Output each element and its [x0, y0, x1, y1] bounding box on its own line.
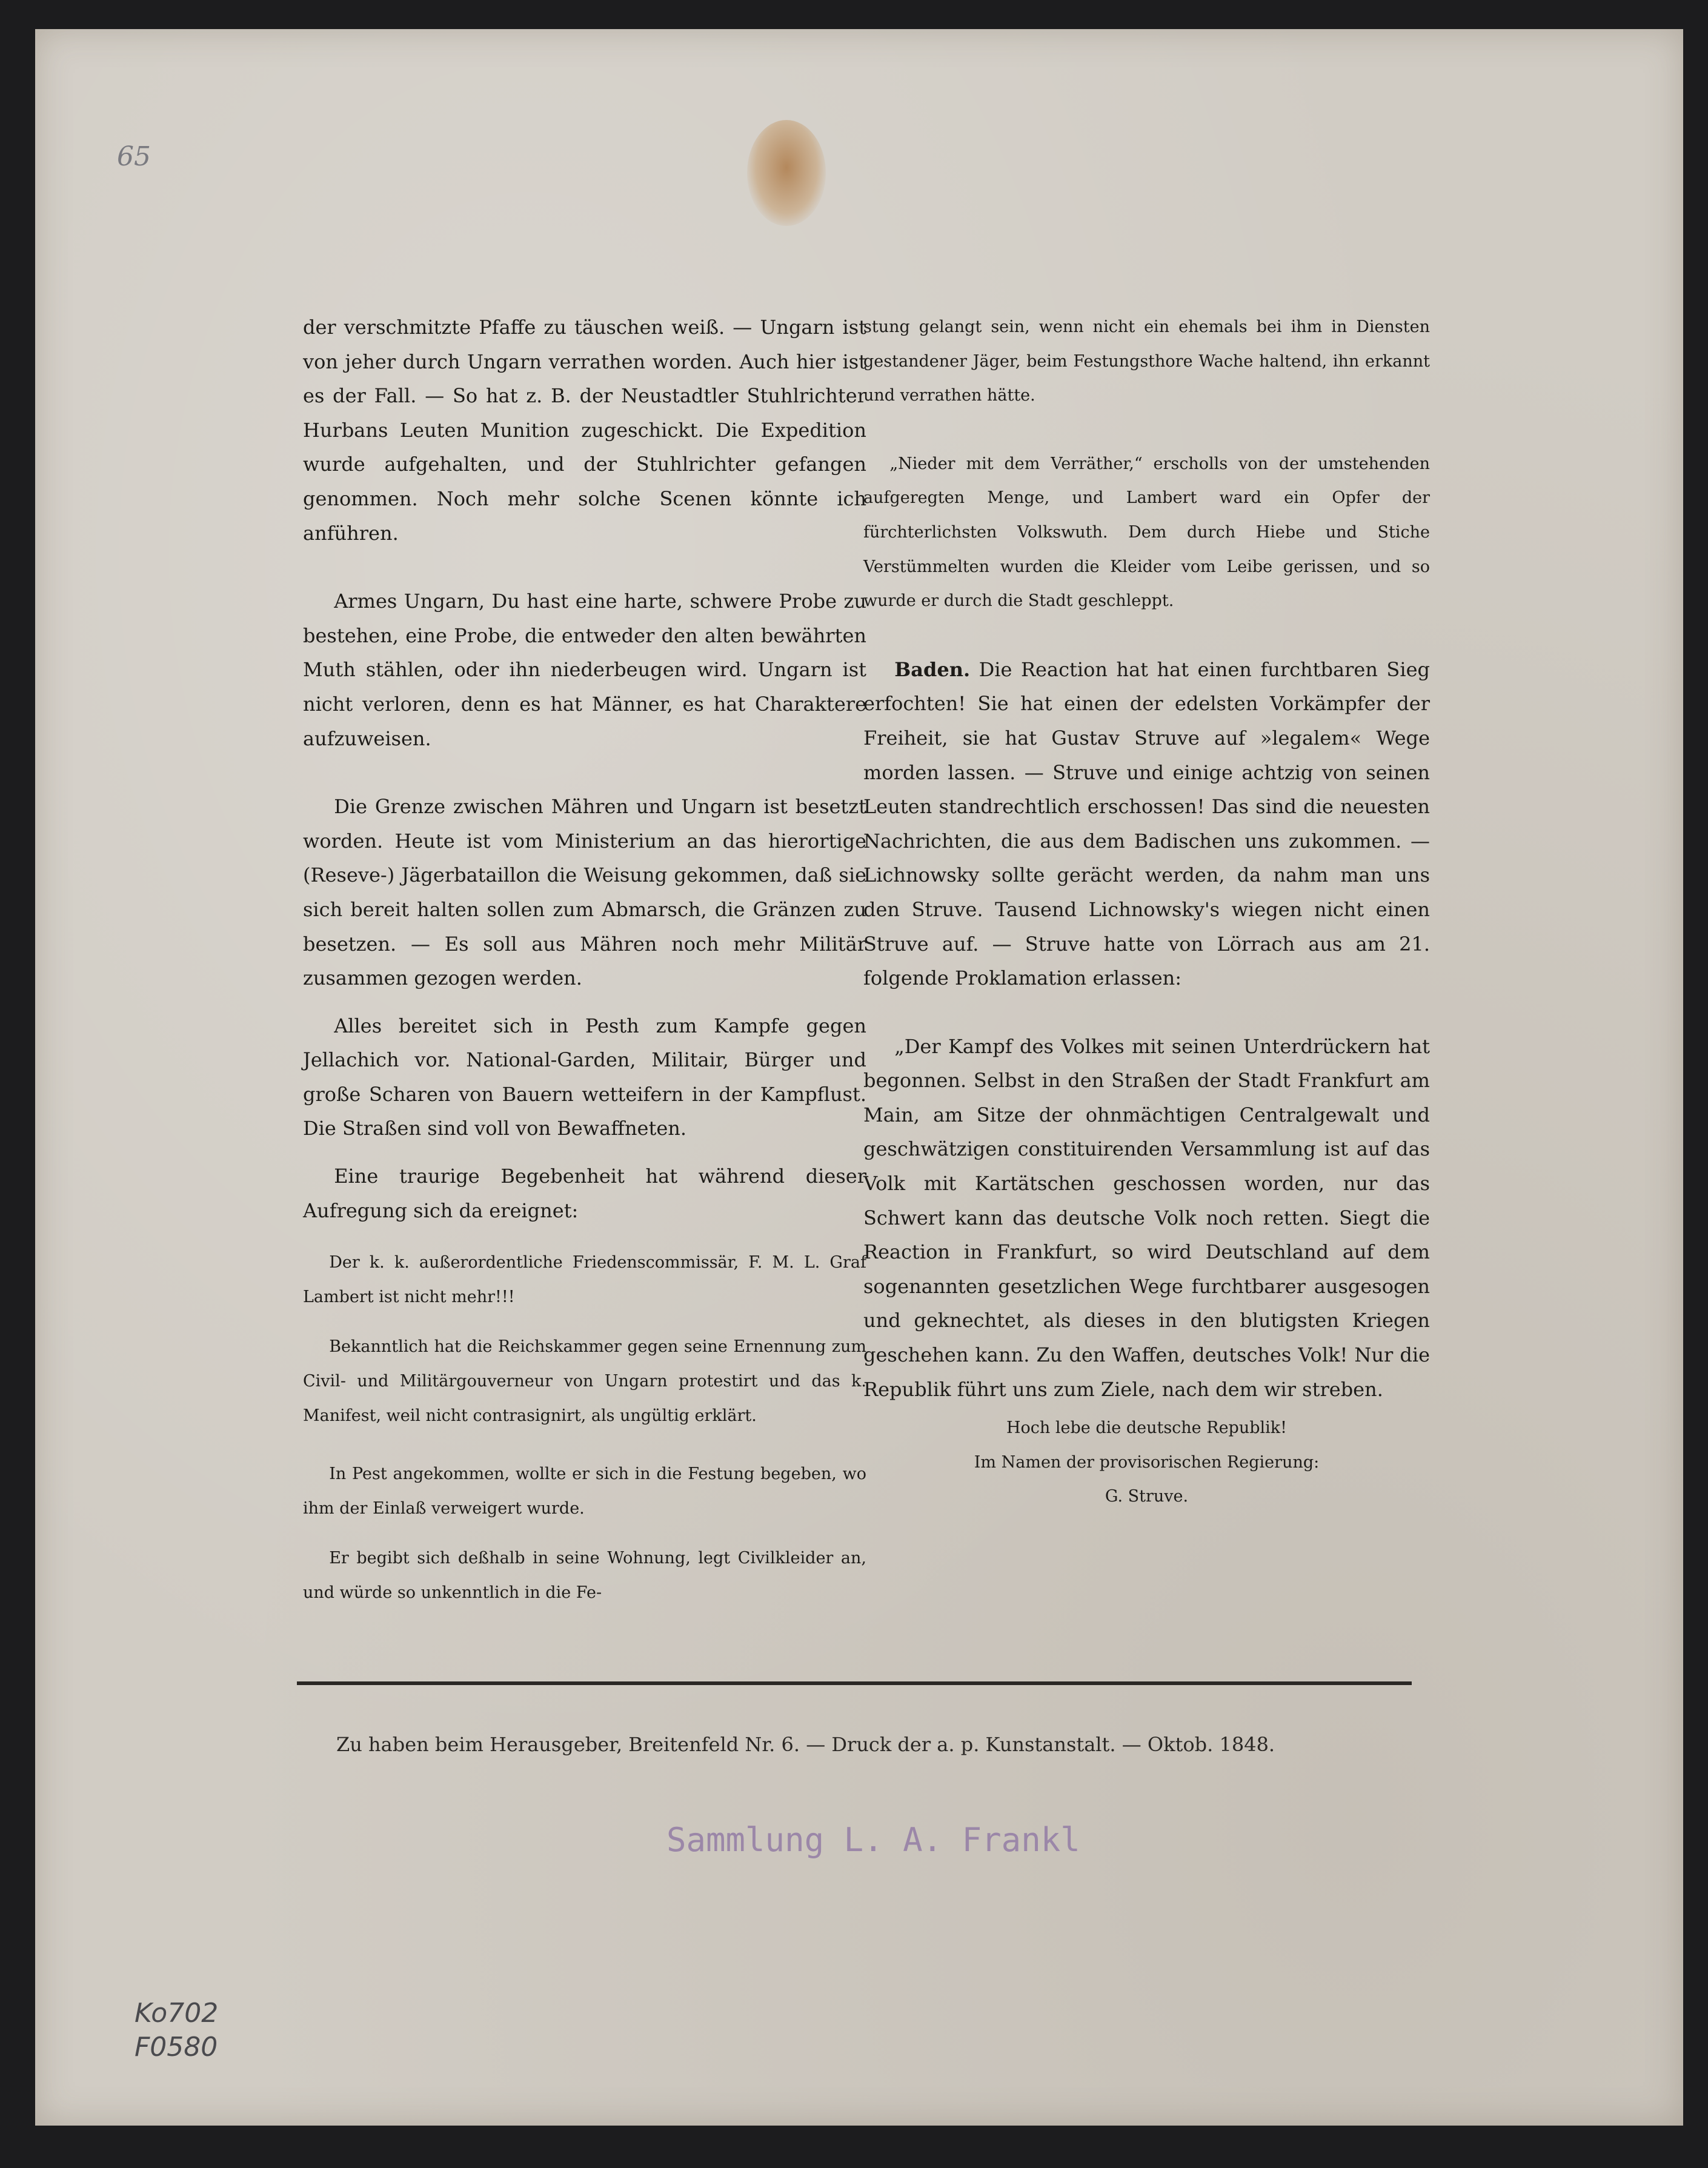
paragraph: Bekanntlich hat die Reichskammer gegen seine Ernennung zum Civil- und Militärgouverneur von Ungarn protestirt und das k. Manifest, weil nicht contrasignirt, als ungültig erklärt.: [303, 1337, 866, 1425]
paragraph-text: Die Reaction hat hat einen furchtbaren Sieg erfochten! Sie hat einen der edelsten Vorkämpfer der Freiheit, sie hat Gustav Struve auf »legalem« Wege morden lassen. — Struve und einige achtzig von seinen Leuten standrechtlich erschossen! Das sind die neuesten Nachrichten, die aus dem Badischen uns zukommen. — Lichnowsky sollte gerächt werden, da nahm man uns den Struve. Tausend Lichnowsky's wiegen nicht einen Struve auf. — Struve hatte von Lörrach aus am 21. folgende Proklamation erlassen:: [863, 657, 1431, 990]
archive-reference: [135, 1997, 218, 2064]
paragraph: Eine traurige Begebenheit hat während dieser Aufregung sich da ereignet:: [303, 1165, 866, 1222]
section-heading: Baden.: [894, 657, 971, 681]
proclamation-signature: G. Struve.: [1105, 1487, 1189, 1506]
archive-ref-line: Ko702: [135, 1998, 219, 2029]
paragraph: Er begibt sich deßhalb in seine Wohnung, legt Civilkleider an, und würde so unkenntlich in die Fe-: [303, 1549, 866, 1602]
page-number-mark: 65: [117, 141, 151, 172]
paragraph: In Pest angekommen, wollte er sich in die Festung begeben, wo ihm der Einlaß verweigert wurde.: [303, 1465, 866, 1518]
paragraph: stung gelangt sein, wenn nicht ein ehemals bei ihm in Diensten gestandener Jäger, beim Festungsthore Wache haltend, ihn erkannt und verrathen hätte.: [863, 318, 1430, 405]
left-column: [303, 310, 866, 1611]
imprint-footer: Zu haben beim Herausgeber, Breitenfeld Nr. 6. — Druck der a. p. Kunstanstalt. — Oktob. 1848.: [336, 1733, 1275, 1756]
paragraph: Der k. k. außerordentliche Friedenscommissär, F. M. L. Graf Lambert ist nicht mehr!!!: [303, 1253, 866, 1306]
paragraph: Armes Ungarn, Du hast eine harte, schwere Probe zu bestehen, eine Probe, die entweder den alten bewährten Muth stählen, oder ihn niederbeugen wird. Ungarn ist nicht verloren, denn es hat Männer, es hat Charaktere aufzuweisen.: [303, 590, 866, 750]
paragraph: der verschmitzte Pfaffe zu täuschen weiß. — Ungarn ist von jeher durch Ungarn verrathen worden. Auch hier ist es der Fall. — So hat z. B. der Neustadtler Stuhlrichter Hurbans Leuten Munition zugeschickt. Die Expedition wurde aufgehalten, und der Stuhlrichter gefangen genommen. Noch mehr solche Scenen könnte ich anführen.: [303, 316, 866, 545]
collection-stamp: Sammlung L. A. Frankl: [666, 1821, 1080, 1859]
proclamation-cheer: Hoch lebe die deutsche Republik!: [1006, 1418, 1287, 1438]
archive-ref-line: F0580: [135, 2032, 218, 2063]
right-column: [863, 310, 1430, 1514]
proclamation-signature-line: Im Namen der provisorischen Regierung:: [974, 1452, 1320, 1472]
proclamation: „Der Kampf des Volkes mit seinen Unterdrückern hat begonnen. Selbst in den Straßen der Stadt Frankfurt am Main, am Sitze der ohnmächtigen Centralgewalt und geschwätzigen constituirenden Versammlung ist auf das Volk mit Kartätschen geschossen worden, nur das Schwert kann das deutsche Volk noch retten. Siegt die Reaction in Frankfurt, so wird Deutschland auf dem sogenannten gesetzlichen Wege furchtbarer ausgesogen und geknechtet, als dieses in den blutigsten Kriegen geschehen kann. Zu den Waffen, deutsches Volk! Nur die Republik führt uns zum Ziele, nach dem wir streben.: [863, 1034, 1430, 1401]
paragraph: Die Grenze zwischen Mähren und Ungarn ist besetzt worden. Heute ist vom Ministerium an das hierortige (Reseve-) Jägerbataillon die Weisung gekommen, daß sie sich bereit halten sollen zum Abmarsch, die Gränzen zu besetzen. — Es soll aus Mähren noch mehr Militär zusammen gezogen werden.: [303, 795, 866, 990]
paragraph: Alles bereitet sich in Pesth zum Kampfe gegen Jellachich vor. National-Garden, Militair, Bürger und große Scharen von Bauern wetteifern in der Kampflust. Die Straßen sind voll von Bewaffneten.: [303, 1014, 866, 1140]
paragraph: „Nieder mit dem Verräther,“ erscholls von der umstehenden aufgeregten Menge, und Lambert ward ein Opfer der fürchterlichsten Volkswuth. Dem durch Hiebe und Stiche Verstümmelten wurden die Kleider vom Leibe gerissen, und so wurde er durch die Stadt geschleppt.: [863, 454, 1430, 611]
stain: [747, 120, 826, 226]
footer-rule: [297, 1681, 1412, 1685]
paragraph-baden: [863, 653, 1430, 996]
